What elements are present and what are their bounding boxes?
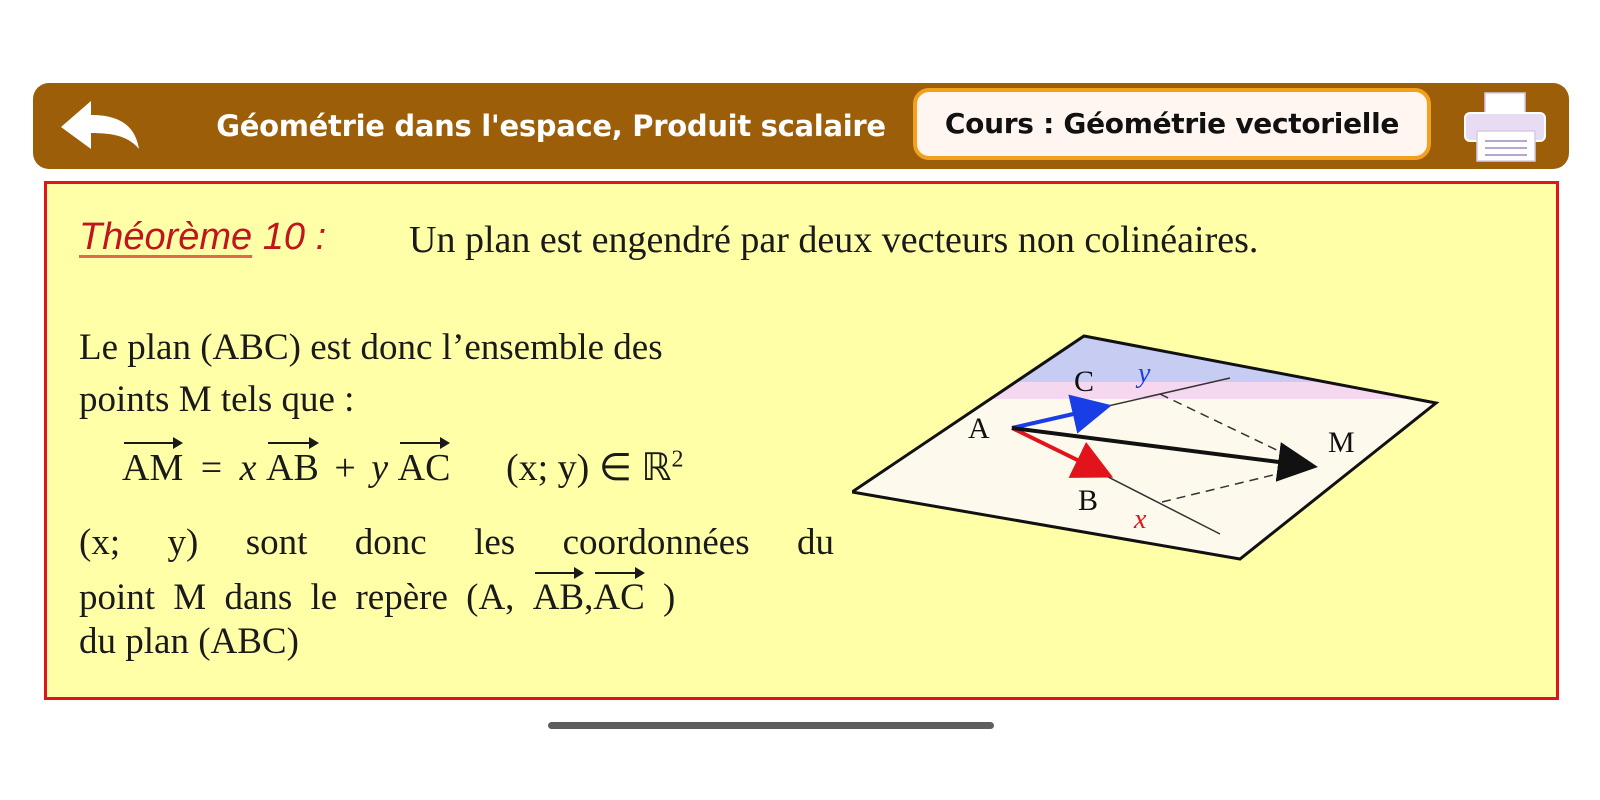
back-button[interactable] <box>57 97 145 157</box>
coords-line-2-start: point M dans le repère (A, <box>79 577 515 618</box>
theorem-card <box>44 181 1559 700</box>
vector-ab: AB <box>266 436 319 490</box>
section-button[interactable]: Cours : Géométrie vectorielle <box>913 88 1431 160</box>
intro-line-1: Le plan (ABC) est donc l’ensemble des <box>79 327 663 368</box>
top-bar <box>33 83 1569 169</box>
plane-diagram <box>852 324 1472 574</box>
home-indicator[interactable] <box>548 722 994 729</box>
vector-am: AM <box>122 436 183 490</box>
theorem-heading <box>79 216 326 259</box>
page-title: Géométrie dans l'espace, Produit scalaire <box>216 109 886 143</box>
vector-formula <box>122 436 684 490</box>
coords-text <box>79 514 834 572</box>
coords-line-2 <box>79 566 675 619</box>
print-button[interactable] <box>1463 91 1549 163</box>
point-a-label: A <box>968 412 990 445</box>
formula-plus: + <box>334 447 356 489</box>
coords-line-2-comma: , <box>584 577 594 618</box>
back-arrow-icon <box>57 97 145 157</box>
vector-ab-repere: AB <box>533 566 584 619</box>
point-b-label: B <box>1078 484 1099 517</box>
intro-text <box>79 322 834 426</box>
coeff-y-label: y <box>1138 358 1151 389</box>
coeff-x-label: x <box>1134 504 1147 535</box>
formula-y: y <box>371 447 389 489</box>
theorem-number: 10 : <box>262 216 327 258</box>
formula-domain: (x; y) ∈ ℝ <box>505 447 672 489</box>
vector-ac-repere: AC <box>593 566 644 619</box>
theorem-statement: Un plan est engendré par deux vecteurs non colinéaires. <box>409 219 1259 261</box>
intro-line-2: points M tels que : <box>79 379 355 420</box>
formula-x: x <box>239 447 257 489</box>
coords-line-2-end: ) <box>663 577 676 618</box>
theorem-label: Théorème <box>79 216 253 258</box>
coords-line-1: (x; y) sont donc les coordonnées du <box>79 522 834 563</box>
point-c-label: C <box>1074 365 1095 398</box>
printer-icon <box>1463 91 1549 163</box>
coords-line-3: du plan (ABC) <box>79 621 299 662</box>
vector-ac: AC <box>398 436 451 490</box>
formula-eq: = <box>200 447 223 489</box>
point-m-label: M <box>1328 426 1355 459</box>
formula-power: 2 <box>671 446 684 473</box>
